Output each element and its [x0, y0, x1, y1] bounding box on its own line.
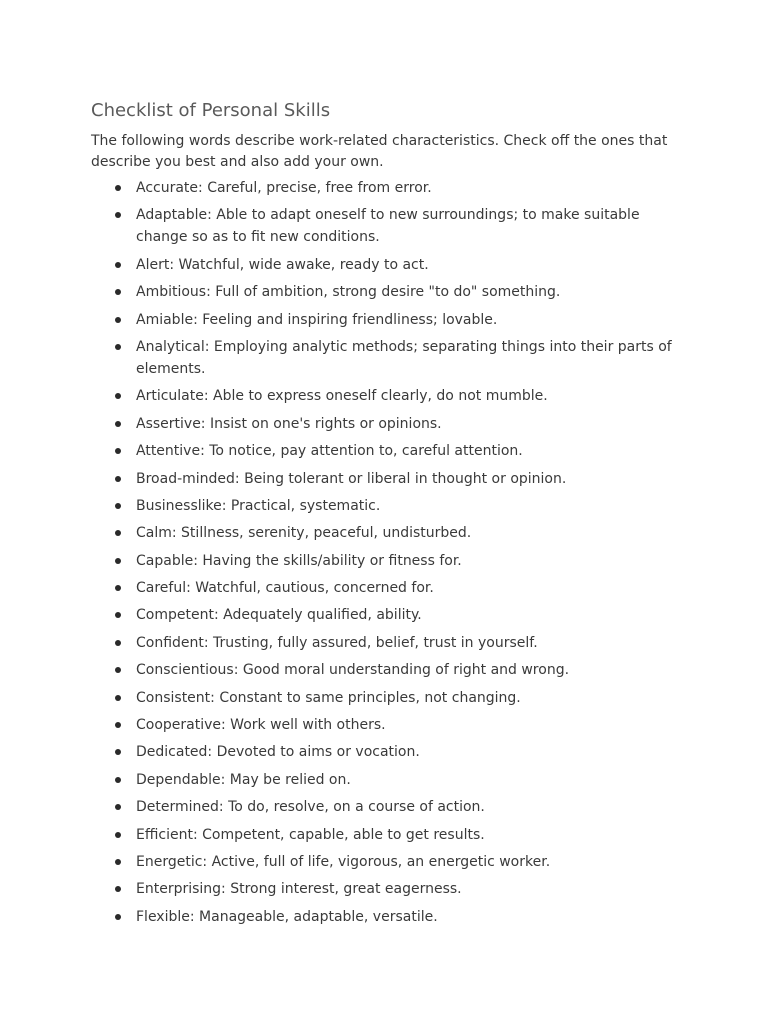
list-item	[91, 281, 691, 303]
list-item	[91, 204, 691, 248]
list-item	[91, 659, 691, 681]
list-item	[91, 550, 691, 572]
list-item	[91, 385, 691, 407]
skill-text: Businesslike: Practical, systematic.	[136, 497, 381, 514]
skill-text: Adaptable: Able to adapt oneself to new surroundings; to make suitable change so as to fit new conditions.	[136, 207, 640, 246]
bullet-icon	[115, 914, 121, 920]
bullet-icon	[115, 421, 121, 427]
bullet-icon	[115, 859, 121, 865]
list-item	[91, 440, 691, 462]
bullet-icon	[115, 777, 121, 783]
document-page	[91, 99, 691, 933]
skill-text: Dedicated: Devoted to aims or vocation.	[136, 744, 420, 761]
skill-text: Assertive: Insist on one's rights or opinions.	[136, 415, 442, 432]
bullet-icon	[115, 886, 121, 892]
list-item	[91, 714, 691, 736]
list-item	[91, 824, 691, 846]
bullet-icon	[115, 185, 121, 191]
bullet-icon	[115, 393, 121, 399]
list-item	[91, 632, 691, 654]
list-item	[91, 604, 691, 626]
skill-text: Attentive: To notice, pay attention to, careful attention.	[136, 443, 523, 460]
bullet-icon	[115, 612, 121, 618]
bullet-icon	[115, 558, 121, 564]
list-item	[91, 336, 691, 380]
skill-text: Conscientious: Good moral understanding of right and wrong.	[136, 662, 570, 679]
list-item	[91, 522, 691, 544]
list-item	[91, 468, 691, 490]
bullet-icon	[115, 503, 121, 509]
skill-text: Energetic: Active, full of life, vigorous, an energetic worker.	[136, 853, 551, 870]
skill-text: Broad-minded: Being tolerant or liberal in thought or opinion.	[136, 470, 567, 487]
document-title: Checklist of Personal Skills	[91, 100, 331, 121]
list-item	[91, 906, 691, 928]
list-item	[91, 851, 691, 873]
skill-text: Flexible: Manageable, adaptable, versatile.	[136, 908, 438, 925]
list-item	[91, 796, 691, 818]
bullet-icon	[115, 262, 121, 268]
skill-text: Confident: Trusting, fully assured, belief, trust in yourself.	[136, 634, 538, 651]
skill-text: Articulate: Able to express oneself clearly, do not mumble.	[136, 388, 548, 405]
skill-text: Efficient: Competent, capable, able to get results.	[136, 826, 485, 843]
skills-list	[91, 177, 691, 928]
list-item	[91, 878, 691, 900]
bullet-icon	[115, 695, 121, 701]
skill-text: Capable: Having the skills/ability or fitness for.	[136, 552, 462, 569]
bullet-icon	[115, 344, 121, 350]
bullet-icon	[115, 289, 121, 295]
bullet-icon	[115, 640, 121, 646]
bullet-icon	[115, 667, 121, 673]
bullet-icon	[115, 212, 121, 218]
bullet-icon	[115, 832, 121, 838]
bullet-icon	[115, 530, 121, 536]
bullet-icon	[115, 804, 121, 810]
list-item	[91, 741, 691, 763]
skill-text: Calm: Stillness, serenity, peaceful, undisturbed.	[136, 525, 472, 542]
skill-text: Consistent: Constant to same principles, not changing.	[136, 689, 521, 706]
bullet-icon	[115, 476, 121, 482]
bullet-icon	[115, 585, 121, 591]
skill-text: Ambitious: Full of ambition, strong desire "to do" something.	[136, 284, 561, 301]
list-item	[91, 254, 691, 276]
list-item	[91, 177, 691, 199]
skill-text: Determined: To do, resolve, on a course of action.	[136, 799, 485, 816]
list-item	[91, 577, 691, 599]
list-item	[91, 495, 691, 517]
bullet-icon	[115, 749, 121, 755]
list-item	[91, 769, 691, 791]
skill-text: Competent: Adequately qualified, ability.	[136, 607, 422, 624]
skill-text: Cooperative: Work well with others.	[136, 717, 386, 734]
bullet-icon	[115, 448, 121, 454]
skill-text: Alert: Watchful, wide awake, ready to act.	[136, 256, 429, 273]
list-item	[91, 309, 691, 331]
skill-text: Amiable: Feeling and inspiring friendliness; lovable.	[136, 311, 498, 328]
skill-text: Enterprising: Strong interest, great eagerness.	[136, 881, 462, 898]
document-intro: The following words describe work-related characteristics. Check off the ones that describe you best and also add your own.	[91, 133, 668, 170]
skill-text: Dependable: May be relied on.	[136, 771, 351, 788]
skill-text: Analytical: Employing analytic methods; separating things into their parts of elements.	[136, 338, 672, 377]
list-item	[91, 413, 691, 435]
list-item	[91, 687, 691, 709]
skill-text: Accurate: Careful, precise, free from error.	[136, 180, 432, 196]
bullet-icon	[115, 317, 121, 323]
bullet-icon	[115, 722, 121, 728]
skill-text: Careful: Watchful, cautious, concerned for.	[136, 580, 434, 597]
